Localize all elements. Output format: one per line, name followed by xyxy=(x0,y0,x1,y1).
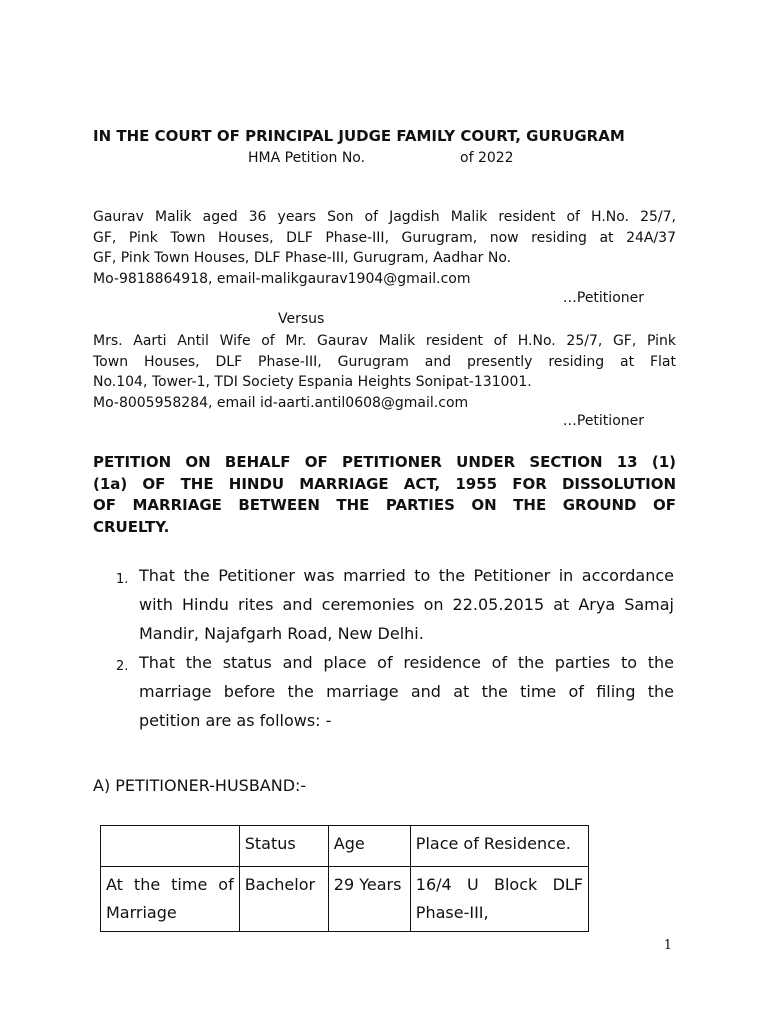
petitioner-line: GF, Pink Town Houses, DLF Phase-III, Gurugram, Aadhar No. xyxy=(93,250,512,267)
respondent-line: Town Houses, DLF Phase-III, Gurugram and presently residing at Flat xyxy=(93,353,676,370)
residence-table xyxy=(100,825,589,932)
respondent-line: Mo-8005958284, email id-aarti.antil0608@gmail.com xyxy=(93,395,469,412)
section-heading-petitioner-husband: A) PETITIONER-HUSBAND:- xyxy=(93,776,307,795)
petitioner-line: Gaurav Malik aged 36 years Son of Jagdish Malik resident of H.No. 25/7, xyxy=(93,209,676,225)
petition-number-label: HMA Petition No. xyxy=(248,150,366,166)
heading-line: CRUELTY. xyxy=(93,517,170,536)
paragraph-line: Mandir, Najafgarh Road, New Delhi. xyxy=(139,624,424,643)
heading-line: OF MARRIAGE BETWEEN THE PARTIES ON THE GROUND OF xyxy=(93,496,676,515)
paragraph-text xyxy=(139,561,674,648)
table-cell xyxy=(410,867,588,932)
paragraph-line: That the status and place of residence of the parties to the xyxy=(139,653,674,672)
cell-line: Marriage xyxy=(106,903,177,922)
respondent-line: Mrs. Aarti Antil Wife of Mr. Gaurav Malik resident of H.No. 25/7, GF, Pink xyxy=(93,333,676,349)
respondent-role: …Petitioner xyxy=(562,413,644,429)
paragraph-text xyxy=(139,648,674,735)
table-header-cell xyxy=(101,826,240,867)
paragraph-line: with Hindu rites and ceremonies on 22.05.2015 at Arya Samaj xyxy=(139,595,674,614)
table-header-row xyxy=(101,826,589,867)
versus-label: Versus xyxy=(278,311,325,327)
cell-line: At the time of xyxy=(106,875,234,894)
petitioner-details xyxy=(93,207,676,290)
court-title: IN THE COURT OF PRINCIPAL JUDGE FAMILY COURT, GURUGRAM xyxy=(93,127,625,145)
respondent-line: No.104, Tower-1, TDI Society Espania Heights Sonipat-131001. xyxy=(93,374,532,391)
petition-heading xyxy=(93,452,676,538)
paragraph-line: marriage before the marriage and at the time of filing the xyxy=(139,682,674,701)
heading-line: (1a) OF THE HINDU MARRIAGE ACT, 1955 FOR DISSOLUTION xyxy=(93,474,676,493)
paragraph-line: petition are as follows: - xyxy=(139,711,332,730)
table-header-cell: Place of Residence. xyxy=(410,826,588,867)
table-header-cell: Age xyxy=(328,826,410,867)
table-row xyxy=(101,867,589,932)
heading-line: PETITION ON BEHALF OF PETITIONER UNDER SECTION 13 (1) xyxy=(93,453,676,471)
petitioner-role: …Petitioner xyxy=(562,290,644,306)
page-number: 1 xyxy=(663,938,672,953)
petition-number-line xyxy=(248,150,514,166)
respondent-details xyxy=(93,331,676,414)
table-cell: 29 Years xyxy=(328,867,410,932)
table-cell: Bachelor xyxy=(239,867,328,932)
petition-year: of 2022 xyxy=(460,150,514,166)
petitioner-line: GF, Pink Town Houses, DLF Phase-III, Gurugram, now residing at 24A/37 xyxy=(93,229,676,246)
paragraph-number: 1. xyxy=(116,572,129,587)
table-cell xyxy=(101,867,240,932)
petitioner-line: Mo-9818864918, email-malikgaurav1904@gmail.com xyxy=(93,271,471,288)
paragraph-line: That the Petitioner was married to the Petitioner in accordance xyxy=(139,566,674,585)
paragraph-number: 2. xyxy=(116,659,129,674)
table-header-cell: Status xyxy=(239,826,328,867)
cell-line: 16/4 U Block DLF xyxy=(415,875,583,894)
cell-line: Phase-III, xyxy=(415,903,489,922)
